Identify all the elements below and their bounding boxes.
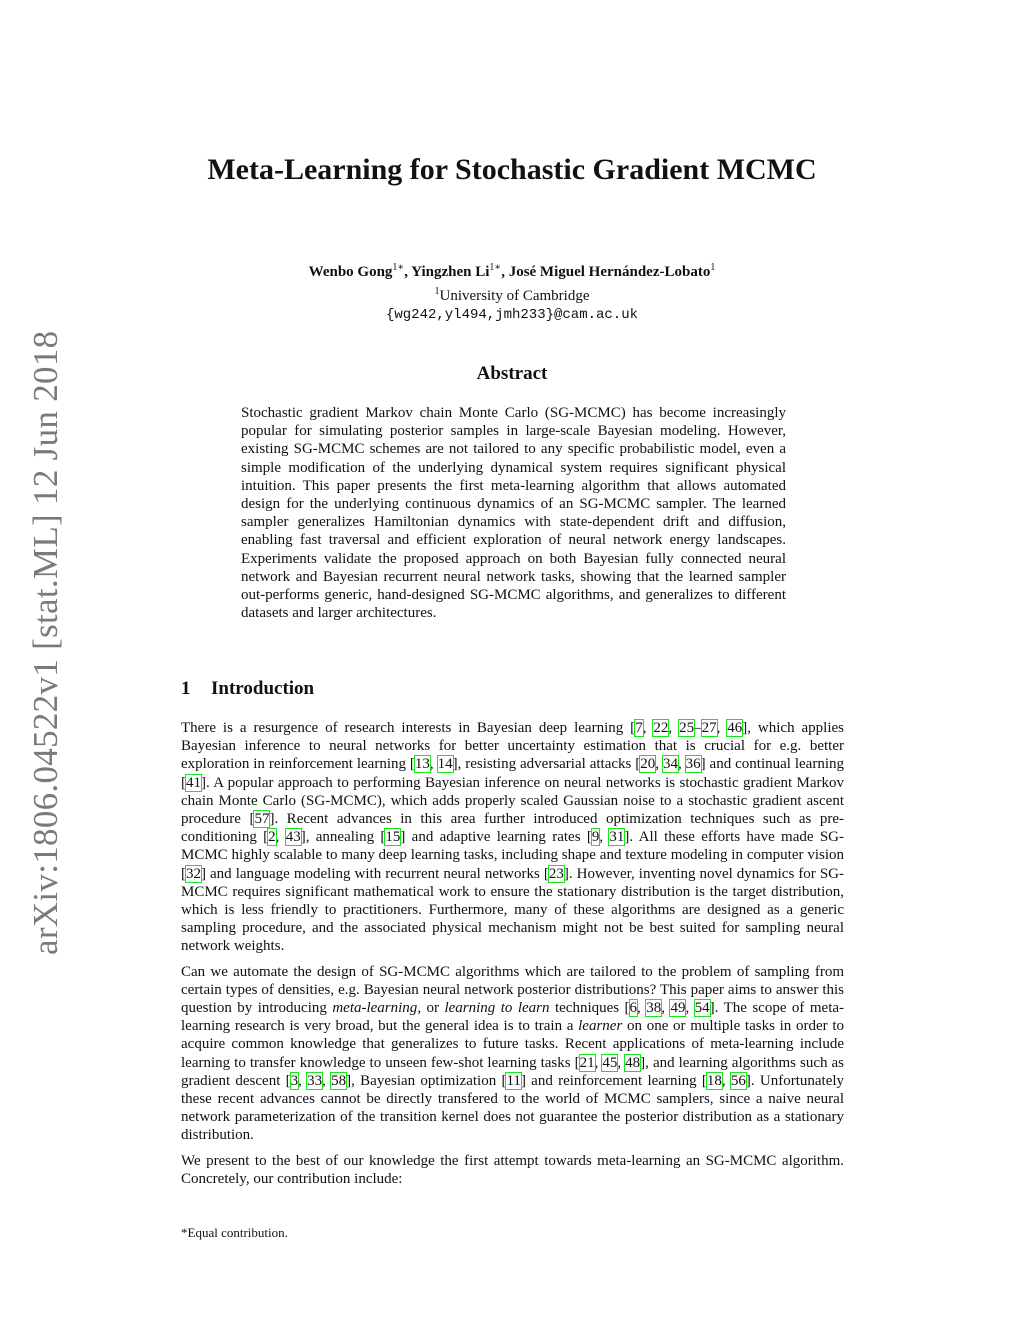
citation-link[interactable]: 22 [653, 720, 669, 736]
citation-link[interactable]: 6 [629, 1000, 638, 1017]
text-run: , [685, 1000, 695, 1017]
text-run: , [599, 829, 610, 846]
text-run: techniques [ [549, 1000, 630, 1017]
author-name: Wenbo Gong [308, 264, 393, 280]
text-run: There is a resurgence of research interests in Bayesian deep learning [ [181, 720, 636, 736]
citation-link[interactable]: 36 [685, 756, 701, 773]
abstract-text: Stochastic gradient Markov chain Monte Carlo (SG-MCMC) has become increasingly popular for simulating posterior samples in large-scale Bayesian modeling. However, existing SG-MCMC schemes are not tailored to any specific probabilistic model, even a simple modification of the underlying dynamical system requires significant physical intuition. This paper presents the first meta-learning algorithm that allows automated design for the underlying continuous dynamics of an SG-MCMC sampler. The learned sampler generalizes Hamiltonian dynamics with state-dependent drift and diffusion, enabling fast traversal and efficient exploration of neural network energy landscapes. Experiments validate the proposed approach on both Bayesian fully connected neural network and Bayesian recurrent neural network tasks, showing that the learned sampler out-performs generic, hand-designed SG-MCMC algorithms, and generalizes to different datasets and larger architectures. [241, 405, 786, 622]
author-block [0, 258, 1024, 325]
affiliation-name: University of Cambridge [439, 288, 590, 304]
text-run: , [716, 720, 728, 736]
affiliation [0, 282, 1024, 306]
citation-link[interactable]: 13 [414, 756, 430, 773]
citation-link[interactable]: 9 [591, 829, 600, 846]
text-run: , [655, 756, 663, 773]
citation-link[interactable]: 57 [254, 811, 270, 828]
citation-link[interactable]: 21 [579, 1054, 595, 1071]
citation-link[interactable]: 3 [290, 1072, 299, 1089]
text-run: ]. A popular approach to performing Bayesian inference on neural networks is stochastic gradient Markov chain Monte Carlo (SG-MCMC), which adds properly scaled Gaussian noise to a stochastic gradient ascent procedure [ [181, 774, 844, 828]
text-run: , [642, 720, 654, 736]
citation-link[interactable]: 32 [186, 865, 201, 882]
text-run: , [275, 829, 286, 846]
citation-link[interactable]: 45 [602, 1054, 618, 1071]
text-run: , [617, 1054, 626, 1071]
text-run: , [721, 1072, 731, 1089]
text-run: Can we automate the design of SG-MCMC algorithms which are tailored to the problem of sampling from certain types of densities, e.g. Bayesian neural network posterior distributions? This paper aims to answer this question by introducing [181, 963, 844, 1017]
abstract-heading: Abstract [476, 363, 548, 384]
text-run: , [594, 1054, 603, 1071]
text-run: ], which applies Bayesian inference to neural networks for better uncertainty estimation that is crucial for e.g. better exploration in reinforcement learning [ [181, 720, 845, 773]
text-run: ], and learning algorithms such as gradient descent [ [181, 1054, 844, 1089]
introduction-body [181, 719, 844, 1195]
intro-paragraph-2 [181, 963, 844, 1145]
text-run: – [694, 720, 702, 736]
affiliation-mark: 1 [434, 286, 440, 297]
footnote: *Equal contribution. [181, 1225, 288, 1240]
text-run: , [322, 1072, 332, 1089]
citation-link[interactable]: 23 [548, 865, 564, 882]
text-run: ]. Recent advances in this area further introduced optimization techniques such as pre-conditioning [ [181, 811, 844, 846]
citation-link[interactable]: 11 [506, 1072, 521, 1089]
emphasis-term: learner [578, 1018, 623, 1035]
emphasis-term: meta-learning [332, 1000, 418, 1017]
text-run: ]. The scope of meta-learning research is very broad, but the general idea is to train a [181, 1000, 845, 1035]
citation-link[interactable]: 58 [331, 1072, 347, 1089]
section-title: Introduction [211, 678, 315, 699]
arxiv-identifier-stamp: arXiv:1806.04522v1 [stat.ML] 12 Jun 2018 [26, 330, 65, 955]
text-run: , [661, 1000, 671, 1017]
citation-link[interactable]: 54 [694, 1000, 710, 1017]
text-run: ] and adaptive learning rates [ [400, 829, 592, 846]
text-run: on one or multiple tasks in order to acquire common knowledge that generalizes to future tasks. Recent applications of meta-learning include learning to transfer knowledge to unseen few-shot learning tasks [ [181, 1018, 845, 1071]
text-run: , or [417, 1000, 445, 1017]
citation-link[interactable]: 20 [640, 756, 656, 773]
text-run: , [298, 1072, 308, 1089]
citation-link[interactable]: 43 [285, 829, 301, 846]
intro-paragraph-1 [181, 719, 844, 956]
paper-title: Meta-Learning for Stochastic Gradient MCMC [207, 153, 817, 186]
citation-link[interactable]: 18 [706, 1072, 722, 1089]
text-run: ], Bayesian optimization [ [346, 1072, 507, 1089]
author-affiliation-mark: 1 [710, 262, 716, 273]
citation-link[interactable]: 48 [625, 1054, 641, 1071]
citation-link[interactable]: 33 [307, 1072, 323, 1089]
citation-link[interactable]: 41 [186, 774, 201, 791]
author-separator: , [501, 264, 509, 280]
text-run: , [429, 756, 438, 773]
text-run: ], resisting adversarial attacks [ [452, 756, 641, 773]
text-run: ]. However, inventing novel dynamics for SG-MCMC requires significant mathematical work to ensure the stationary distribution is the target distribution, which is less friendly to practitioners. Furthermore, many of these algorithms are designed as a generic sampling procedure, and the associated physical mechanism might not be best suited for sampling neural network weights. [181, 865, 844, 955]
citation-link[interactable]: 14 [437, 756, 453, 773]
text-run: ]. All these efforts have made SG-MCMC highly scalable to many deep learning tasks, including shape and texture modeling in computer vision [ [181, 829, 845, 882]
citation-link[interactable]: 49 [670, 1000, 686, 1017]
citation-link[interactable]: 25 [679, 720, 695, 736]
author-name: Yingzhen Li [411, 264, 490, 280]
citation-link[interactable]: 15 [385, 829, 401, 846]
text-run: , [677, 756, 686, 773]
author-affiliation-mark: 1∗ [392, 262, 405, 273]
emphasis-term: learning to learn [444, 1000, 550, 1017]
text-run: ], annealing [ [300, 829, 386, 846]
citation-link[interactable]: 38 [646, 1000, 662, 1017]
author-affiliation-mark: 1∗ [489, 262, 502, 273]
citation-link[interactable]: 31 [609, 829, 625, 846]
citation-link[interactable]: 34 [662, 756, 678, 773]
author-names [0, 258, 1024, 282]
author-separator: , [404, 264, 412, 280]
text-run: , [637, 1000, 647, 1017]
text-run: ] and continual learning [ [181, 756, 844, 791]
citation-link[interactable]: 46 [727, 720, 743, 736]
text-run: ] and language modeling with recurrent neural networks [ [201, 865, 549, 882]
citation-link[interactable]: 27 [701, 720, 717, 736]
text-run: ]. Unfortunately these recent advances cannot be directly transfered to the world of MCMC samplers, since a naive neural network parameterization of the transition kernel does not guarantee the posterior distribution as a stationary distribution. [181, 1072, 845, 1144]
author-emails: {wg242,yl494,jmh233}@cam.ac.uk [385, 307, 639, 323]
author-name: José Miguel Hernández-Lobato [508, 264, 711, 280]
section-number: 1 [181, 678, 191, 699]
citation-link[interactable]: 2 [268, 829, 276, 846]
text-run: , [668, 720, 680, 736]
text-run: ] and reinforcement learning [ [520, 1072, 707, 1089]
citation-link[interactable]: 7 [635, 720, 643, 736]
citation-link[interactable]: 56 [730, 1072, 746, 1089]
section-heading-introduction [181, 678, 314, 700]
intro-paragraph-3: We present to the best of our knowledge the first attempt towards meta-learning an SG-MCMC algorithm. Concretely, our contribution include: [181, 1152, 844, 1187]
